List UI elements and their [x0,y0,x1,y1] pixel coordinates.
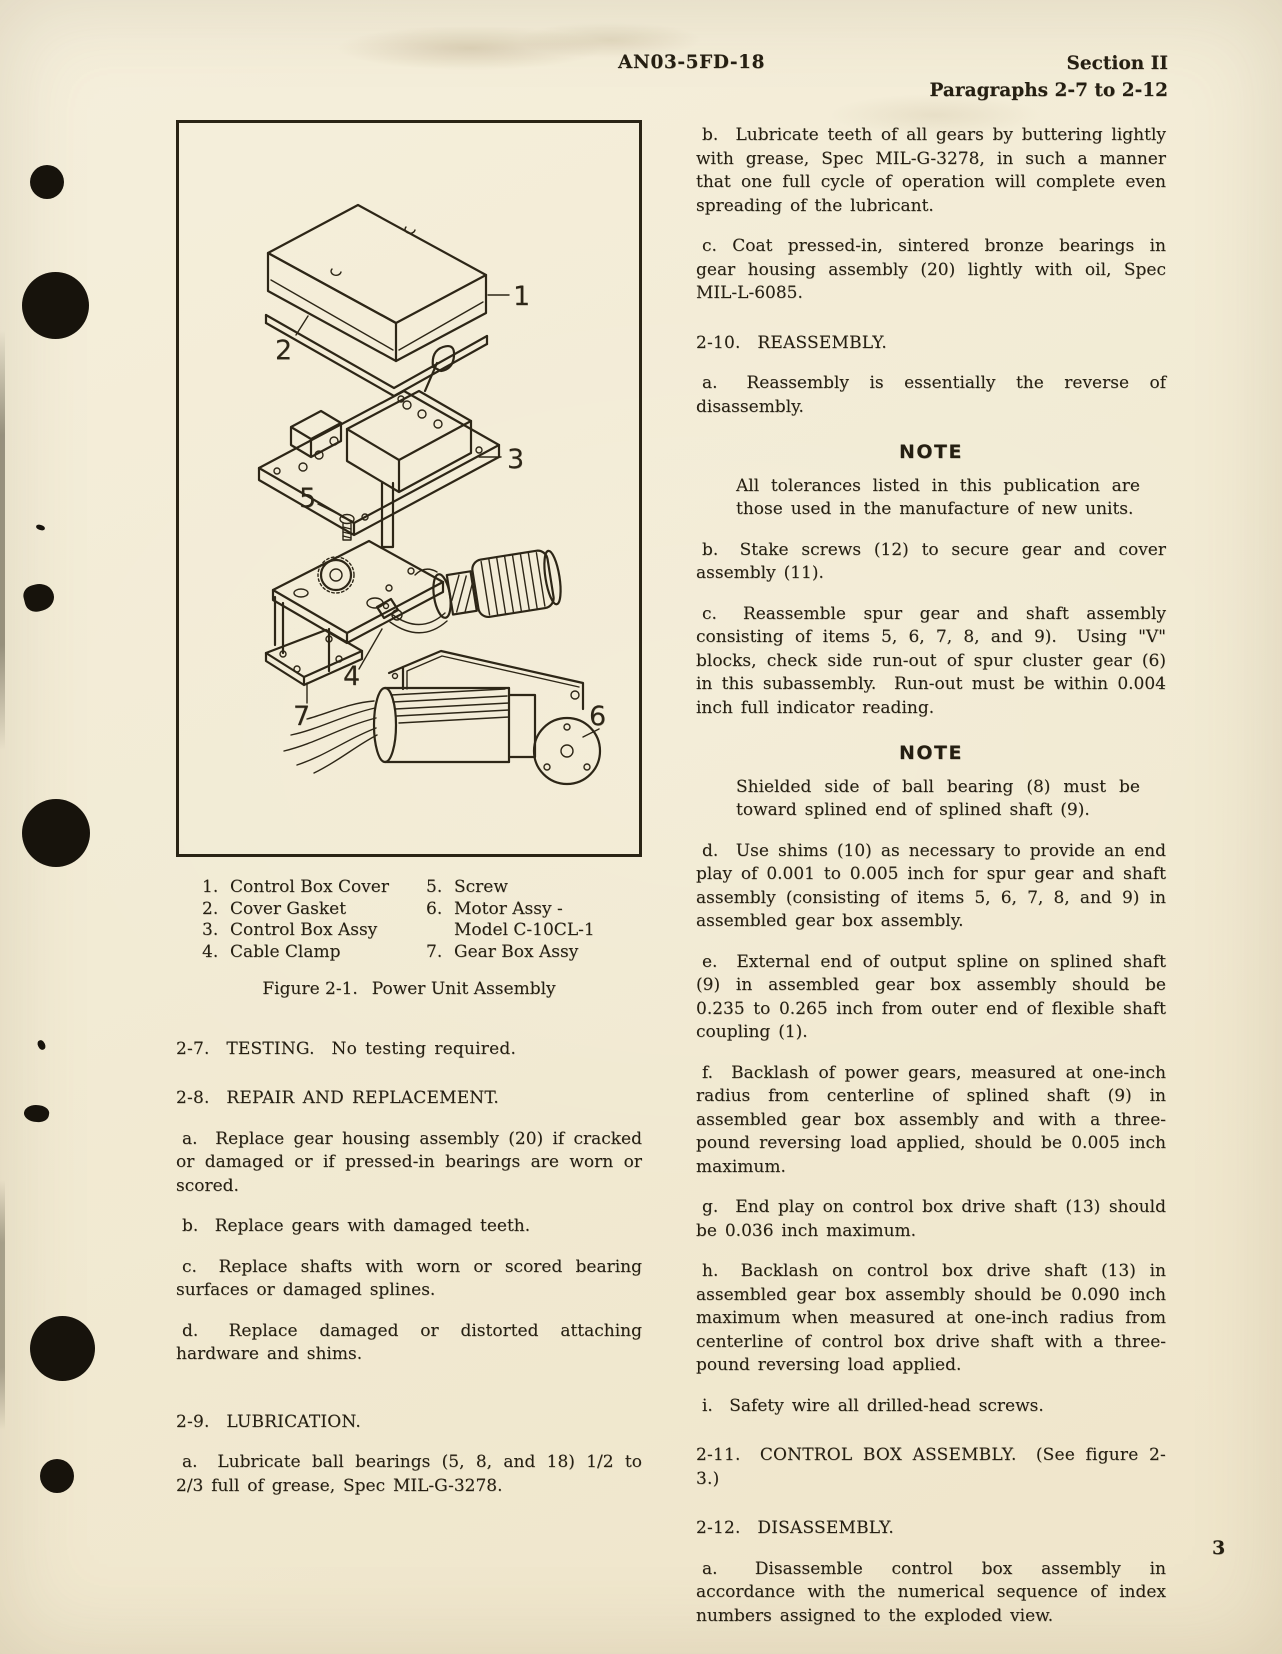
callout-leader-5 [318,504,336,513]
legend-label: Cable Clamp [230,941,341,962]
callout-leader-2 [296,316,308,335]
ink-blob [23,1103,50,1124]
right-paragraph-15: i. Safety wire all drilled-head screws. [702,1395,1044,1416]
right-paragraph-17: 2-12. DISASSEMBLY. [696,1518,895,1538]
page-number: 3 [1212,1537,1226,1559]
paragraph-range: Paragraphs 2-7 to 2-12 [929,80,1168,101]
right-paragraph-8: NOTE [899,742,963,764]
right-paragraph-18: a. Disassemble control box assembly in accordance with the numerical sequence of index numbers assigned to the exploded view. [696,1558,1166,1626]
ink-blob [21,581,57,614]
left-paragraph-3: b. Replace gears with damaged teeth. [182,1216,531,1236]
document-number: AN03-5FD-18 [618,52,766,73]
right-paragraph-7: c. Reassemble spur gear and shaft assembly consisting of items 5, 6, 7, 8, and 9). Using "V" blocks, check side run-out of spur cluster gear (6) in this subassembly. Run-out must be within 0.004 inch full indicator reading. [696,603,1166,718]
legend-number: 6. [426,898,443,919]
legend-label: Cover Gasket [230,898,347,919]
figure-callout-2: 2 [275,335,293,366]
legend-number: 7. [426,941,443,962]
left-paragraph-4: c. Replace shafts with worn or scored bearing surfaces or damaged splines. [176,1256,642,1300]
legend-item-2 [426,920,642,942]
scan-edge-shadow [0,1180,5,1430]
binder-dot [40,1459,74,1493]
cover-drawing [268,205,486,361]
left-column [176,120,642,1498]
section-title: Section II [1066,53,1168,74]
legend-item-3 [202,942,426,964]
legend-item-0 [426,877,642,899]
legend-number: 4. [202,941,219,962]
right-paragraph-0: b. Lubricate teeth of all gears by buttering lightly with grease, Spec MIL-G-3278, in such a manner that one full cycle of operation will complete even spreading of the lubricant. [696,125,1166,216]
legend-label: Control Box Cover [230,877,389,897]
left-paragraph-7: a. Lubricate ball bearings (5, 8, and 18) 1/2 to 2/3 full of grease, Spec MIL-G-3278. [176,1452,642,1496]
figure-callout-7: 7 [293,701,311,732]
left-paragraph-5: d. Replace damaged or distorted attaching hardware and shims. [176,1320,642,1364]
header-right [929,50,1168,104]
right-paragraph-3: a. Reassembly is essentially the reverse of disassembly. [696,373,1166,417]
figure-callout-4: 4 [343,661,361,692]
right-paragraph-14: h. Backlash on control box drive shaft (13) in assembled gear box assembly should be 0.090 inch maximum when measured at one-inch radius from centerline of control box drive shaft with a three-pound reversing load applied. [696,1261,1166,1375]
right-paragraph-10: d. Use shims (10) as necessary to provide an end play of 0.001 to 0.005 inch for spur gear and shaft assembly (consisting of items 5, 6, 7, 8, and 9) in assembled gear box assembly. [696,840,1166,931]
left-paragraph-0: 2-7. TESTING. No testing required. [176,1038,517,1059]
right-paragraph-6: b. Stake screws (12) to secure gear and cover assembly (11). [696,539,1166,583]
left-column-text [176,1038,642,1499]
legend-item-1 [426,899,642,921]
right-paragraph-1: c. Coat pressed-in, sintered bronze bearings in gear housing assembly (20) lightly with oil, Spec MIL-L-6085. [696,236,1166,303]
left-paragraph-1: 2-8. REPAIR AND REPLACEMENT. [176,1088,500,1108]
legend-number: 5. [426,877,443,897]
right-paragraph-5: All tolerances listed in this publication are those used in the manufacture of new units. [736,475,1140,519]
legend-label: Screw [454,877,508,897]
figure-callout-6: 6 [589,701,607,732]
legend-number: 1. [202,877,219,897]
legend-column-left [176,877,426,963]
legend-item-1 [202,899,426,921]
figure-legend [176,877,642,963]
left-paragraph-6: 2-9. LUBRICATION. [176,1411,362,1432]
legend-number: 3. [202,920,219,940]
ink-speck [36,1039,47,1051]
binder-dot [22,799,90,867]
control-box-drawing [259,346,499,547]
left-paragraph-2: a. Replace gear housing assembly (20) if cracked or damaged or if pressed-in bearings are worn or scored. [176,1128,642,1196]
connector-drawing [429,548,564,625]
right-paragraph-12: f. Backlash of power gears, measured at one-inch radius from centerline of splined shaft (9) in assembled gear box assembly and with a three-pound reversing load applied, should be 0.005 inch maximum. [696,1062,1166,1177]
legend-label: Gear Box Assy [454,941,579,962]
right-column [696,112,1166,1628]
right-paragraph-16: 2-11. CONTROL BOX ASSEMBLY. (See figure 2-3.) [696,1445,1166,1489]
legend-label: Control Box Assy [230,920,378,940]
legend-label: Model C-10CL-1 [454,920,595,940]
right-paragraph-9: Shielded side of ball bearing (8) must be toward splined end of splined shaft (9). [736,776,1140,820]
figure-callout-3: 3 [507,444,525,475]
right-paragraph-11: e. External end of output spline on splined shaft (9) in assembled gear box assembly should be 0.235 to 0.265 inch from outer end of flexible shaft coupling (1). [696,951,1166,1042]
binder-dot [22,272,89,339]
legend-item-0 [202,877,426,899]
right-paragraph-2: 2-10. REASSEMBLY. [696,332,888,353]
figure-callout-5: 5 [299,483,317,514]
legend-column-right [426,877,642,963]
ink-speck [35,524,45,532]
figure-callout-1: 1 [513,281,531,312]
legend-item-2 [202,920,426,942]
scan-edge-shadow [0,330,5,750]
legend-item-3 [426,942,642,964]
motor-drawing [284,651,600,784]
right-paragraph-4: NOTE [899,441,963,463]
figure-caption: Figure 2-1. Power Unit Assembly [262,979,556,999]
binder-dot [30,1316,95,1381]
exploded-view-drawing [179,123,639,854]
figure-2-1-image [176,120,642,857]
legend-number: 2. [202,898,219,919]
binder-dot [30,165,64,199]
legend-label: Motor Assy - [454,898,563,919]
right-paragraph-13: g. End play on control box drive shaft (13) should be 0.036 inch maximum. [696,1197,1166,1241]
